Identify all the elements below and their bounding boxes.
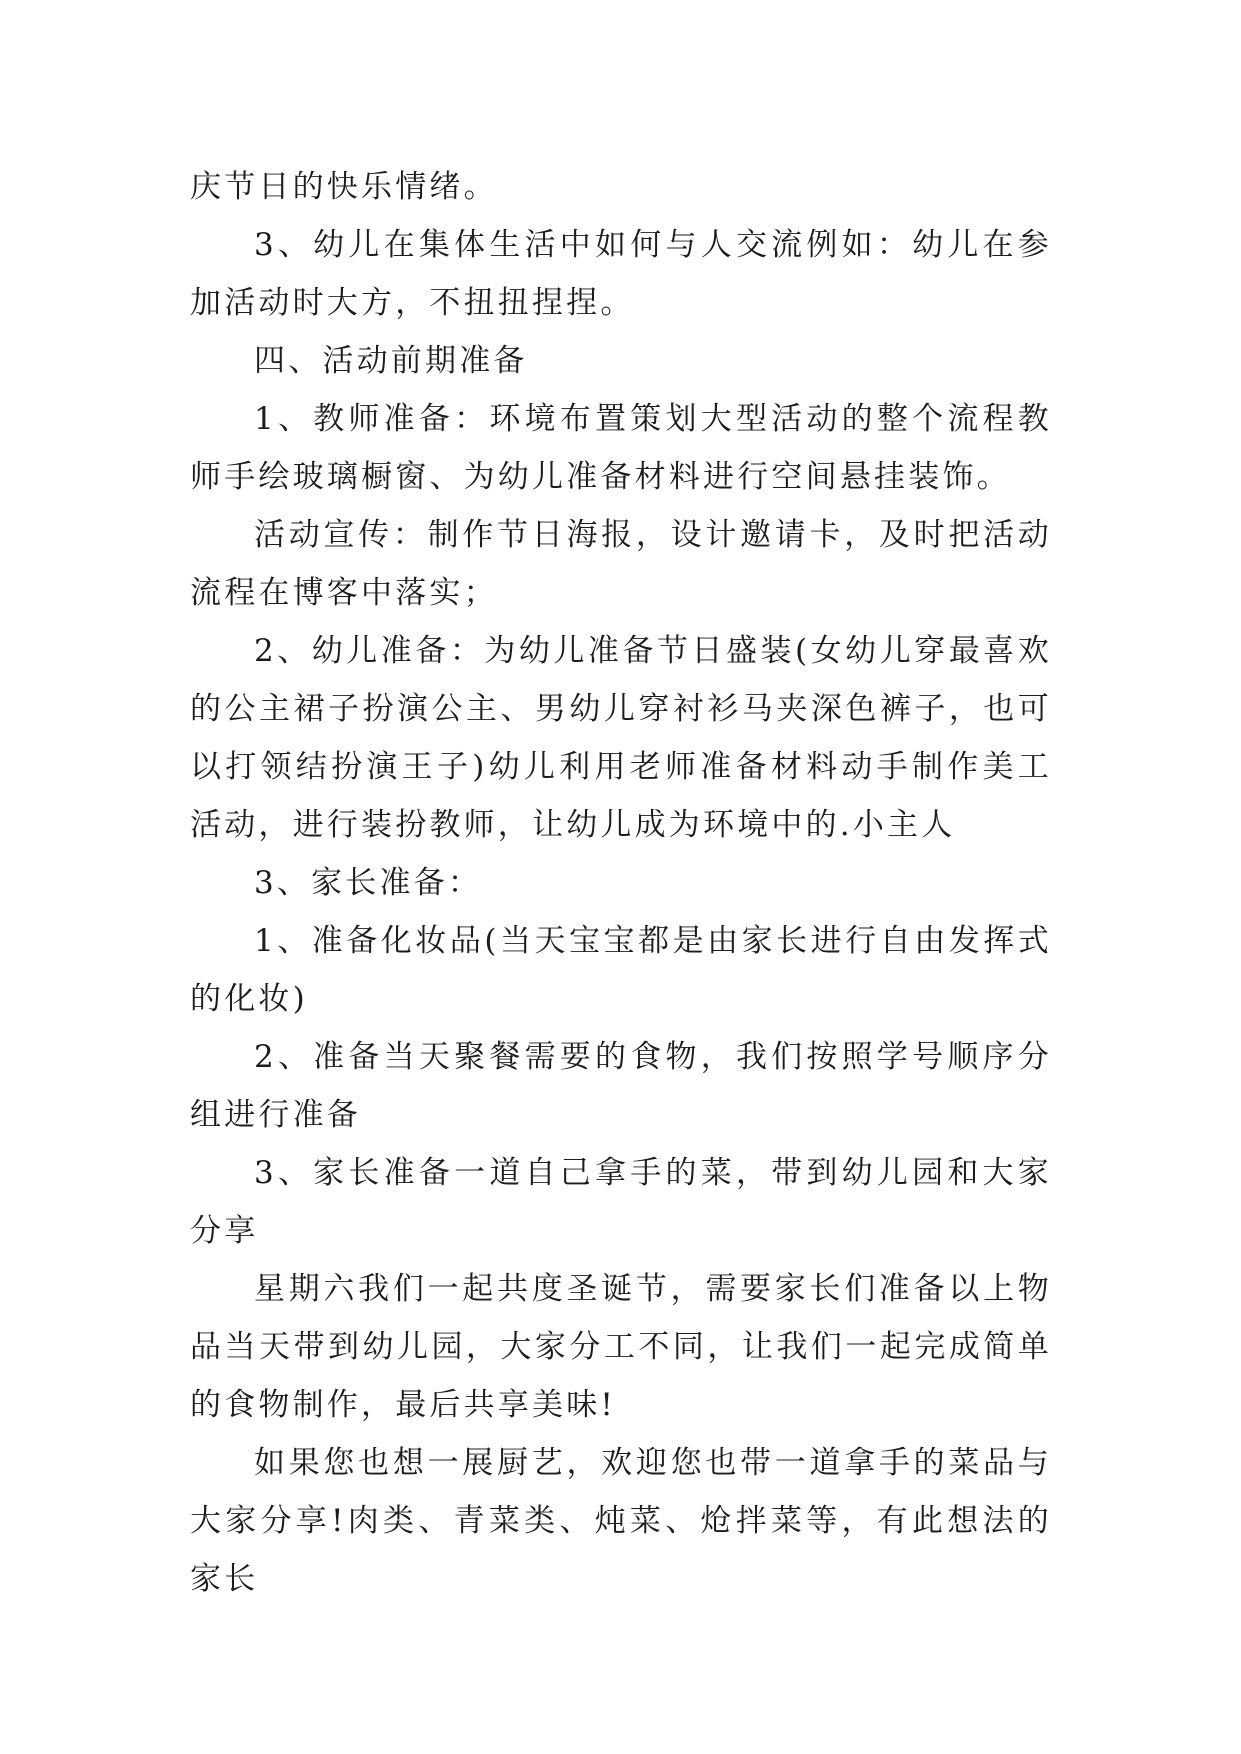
paragraph-9: 2、准备当天聚餐需要的食物，我们按照学号顺序分组进行准备 (190, 1039, 1052, 1133)
paragraph-4: 1、教师准备：环境布置策划大型活动的整个流程教师手绘玻璃橱窗、为幼儿准备材料进行空间悬挂装饰。 (190, 401, 1052, 495)
paragraph-6: 2、幼儿准备：为幼儿准备节日盛装(女幼儿穿最喜欢的公主裙子扮演公主、男幼儿穿衬衫马夹深色裤子，也可以打领结扮演王子)幼儿利用老师准备材料动手制作美工活动，进行装扮教师，让幼儿成为环境中的.小主人 (190, 633, 1052, 843)
paragraph-11: 星期六我们一起共度圣诞节，需要家长们准备以上物品当天带到幼儿园，大家分工不同，让我们一起完成简单的食物制作，最后共享美味! (190, 1271, 1052, 1423)
paragraph-8: 1、准备化妆品(当天宝宝都是由家长进行自由发挥式的化妆) (190, 923, 1052, 1017)
section-heading: 四、活动前期准备 (254, 343, 528, 379)
paragraph-5: 活动宣传：制作节日海报，设计邀请卡，及时把活动流程在博客中落实； (190, 517, 1052, 611)
paragraph-10: 3、家长准备一道自己拿手的菜，带到幼儿园和大家分享 (190, 1155, 1052, 1249)
paragraph-12: 如果您也想一展厨艺，欢迎您也带一道拿手的菜品与大家分享!肉类、青菜类、炖菜、炝拌菜等，有此想法的家长 (190, 1445, 1052, 1597)
paragraph-1: 庆节日的快乐情绪。 (190, 169, 498, 205)
paragraph-7: 3、家长准备： (254, 865, 483, 901)
paragraph-2: 3、幼儿在集体生活中如何与人交流例如：幼儿在参加活动时大方，不扭扭捏捏。 (190, 227, 1052, 321)
document-page (190, 158, 1052, 1658)
